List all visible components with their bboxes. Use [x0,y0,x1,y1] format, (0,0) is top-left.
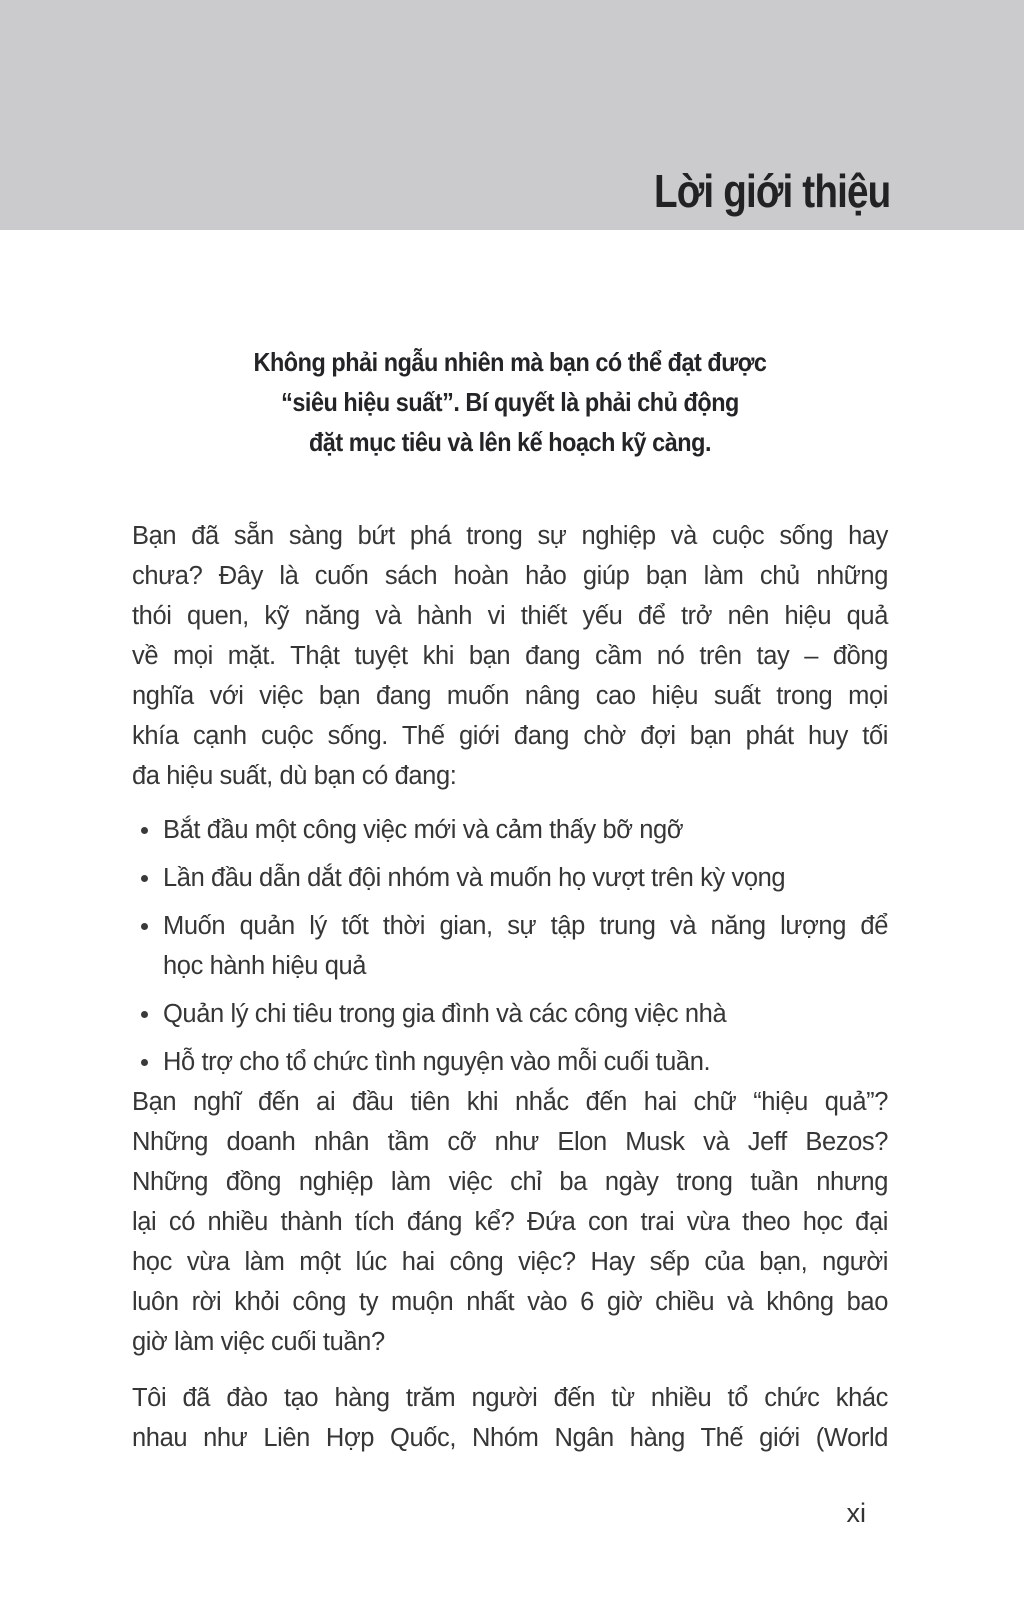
epigraph-line: “siêu hiệu suất”. Bí quyết là phải chủ động [281,387,739,417]
text-line: Bắt đầu một công việc mới và cảm thấy bỡ ngỡ [163,816,684,844]
bullet-item [132,810,888,850]
text-line: Những doanh nhân tầm cỡ như Elon Musk và Jeff Bezos? [132,1128,888,1156]
text-line: học vừa làm một lúc hai công việc? Hay sếp của bạn, người [132,1248,888,1276]
bullet-dot [141,1011,148,1018]
text-line: lại có nhiều thành tích đáng kể? Đứa con trai vừa theo học đại [132,1208,888,1236]
bullet-item [132,1042,888,1082]
bullet-dot [141,1059,148,1066]
text-line: Bạn nghĩ đến ai đầu tiên khi nhắc đến hai chữ “hiệu quả”? [132,1088,888,1116]
chapter-header-banner [0,0,1024,230]
paragraph-2 [132,1082,888,1362]
bullet-item [132,994,888,1034]
text-line: Lần đầu dẫn dắt đội nhóm và muốn họ vượt trên kỳ vọng [163,864,786,892]
text-line: nghĩa với việc bạn đang muốn nâng cao hiệu suất trong mọi [132,682,888,710]
paragraph-1 [132,516,888,796]
text-line: học hành hiệu quả [163,952,367,980]
text-line: thói quen, kỹ năng và hành vi thiết yếu để trở nên hiệu quả [132,602,888,630]
text-line: Tôi đã đào tạo hàng trăm người đến từ nhiều tổ chức khác [132,1384,888,1412]
chapter-title: Lời giới thiệu [653,165,890,217]
bullet-dot [141,923,148,930]
text-line: Hỗ trợ cho tổ chức tình nguyện vào mỗi cuối tuần. [163,1048,711,1076]
bullet-item [132,906,888,986]
epigraph-line: Không phải ngẫu nhiên mà bạn có thể đạt được [253,347,767,377]
paragraph-3 [132,1378,888,1458]
bullet-item [132,858,888,898]
text-line: Bạn đã sẵn sàng bứt phá trong sự nghiệp và cuộc sống hay [132,522,888,550]
bullet-dot [141,827,148,834]
bullet-dot [141,875,148,882]
epigraph [170,342,850,462]
epigraph-line: đặt mục tiêu và lên kế hoạch kỹ càng. [308,427,712,457]
bullet-list [132,810,888,1082]
page-number: xi [846,1498,866,1528]
text-line: Muốn quản lý tốt thời gian, sự tập trung và năng lượng để [163,912,888,940]
text-line: Những đồng nghiệp làm việc chỉ ba ngày trong tuần nhưng [132,1168,888,1196]
text-line: chưa? Đây là cuốn sách hoàn hảo giúp bạn làm chủ những [132,562,888,590]
text-line: nhau như Liên Hợp Quốc, Nhóm Ngân hàng Thế giới (World [132,1424,888,1452]
text-line: khía cạnh cuộc sống. Thế giới đang chờ đợi bạn phát huy tối [132,722,888,750]
text-column [132,342,888,1529]
text-line: Quản lý chi tiêu trong gia đình và các công việc nhà [163,1000,727,1028]
text-line: giờ làm việc cuối tuần? [132,1328,385,1356]
text-line: đa hiệu suất, dù bạn có đang: [132,762,457,790]
text-line: về mọi mặt. Thật tuyệt khi bạn đang cầm nó trên tay – đồng [132,642,888,670]
text-line: luôn rời khỏi công ty muộn nhất vào 6 giờ chiều và không bao [132,1288,888,1316]
